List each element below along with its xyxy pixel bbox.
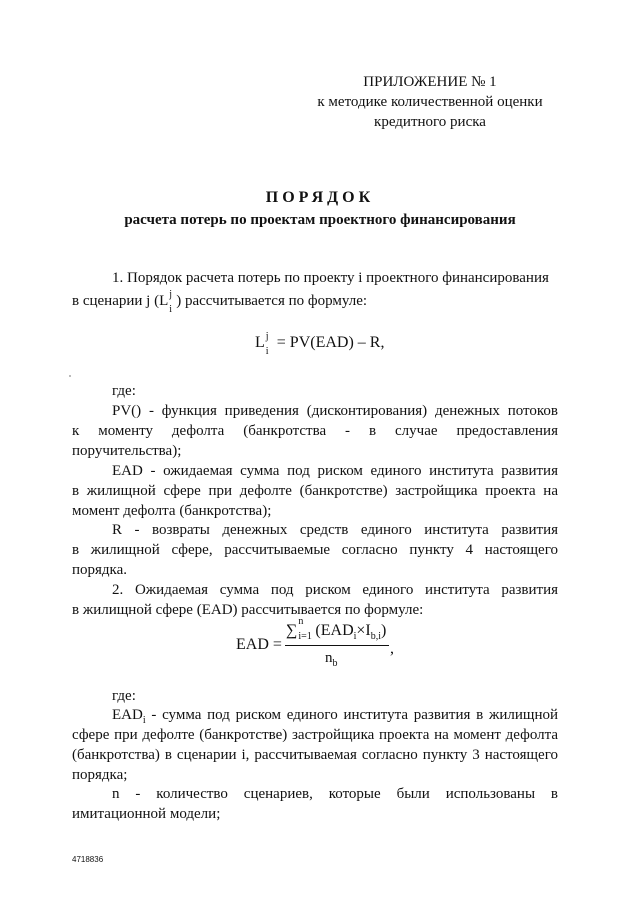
- where-label-1: где:: [112, 383, 136, 399]
- eadi-line4: порядка;: [72, 767, 128, 783]
- ead-line1: EAD - ожидаемая сумма под риском единого института развития: [112, 463, 558, 479]
- scan-mark: [69, 375, 71, 377]
- p1-line1: 1. Порядок расчета потерь по проекту i проектного финансирования: [112, 270, 549, 286]
- ead-line2: в жилищной сфере при дефолте (банкротстве) застройщика проекта на: [72, 483, 558, 499]
- ead-formula-lhs: EAD =: [236, 636, 282, 653]
- fraction-bar: [285, 645, 389, 646]
- appendix-reference-line2: кредитного риска: [374, 114, 486, 130]
- n-line1: n - количество сценариев, которые были использованы в: [112, 786, 558, 802]
- ead-formula-comma: ,: [390, 640, 394, 657]
- ead-line3: момент дефолта (банкротства);: [72, 503, 272, 519]
- r-line2: в жилищной сфере, рассчитываемые согласно пункту 4 настоящего: [72, 542, 558, 558]
- eadi-line3: (банкротства) в сценарии i, рассчитываемая согласно пункту 3 настоящего: [72, 747, 558, 763]
- appendix-reference-line1: к методике количественной оценки: [317, 94, 543, 110]
- where-label-2: где:: [112, 688, 136, 704]
- appendix-number: ПРИЛОЖЕНИЕ № 1: [363, 74, 497, 90]
- appendix-header: [300, 72, 560, 132]
- loss-formula: L j i = PV(EAD) – R,: [255, 331, 385, 357]
- p2-line2: в жилищной сфере (EAD) рассчитывается по формуле:: [72, 602, 424, 618]
- eadi-line2: сфере при дефолте (банкротстве) застройщика проекта на момент дефолта: [72, 727, 558, 743]
- ead-formula-numerator: ∑ n i=1 $(EAD_i\times I_{b,i})$: [286, 616, 387, 642]
- p2-line1: 2. Ожидаемая сумма под риском единого института развития: [112, 582, 558, 598]
- pv-line1: PV() - функция приведения (дисконтирования) денежных потоков: [112, 403, 558, 419]
- n-line2: имитационной модели;: [72, 806, 221, 822]
- document-subtitle: расчета потерь по проектам проектного финансирования: [124, 212, 516, 228]
- eadi-line1: $EAD_i$ - сумма под риском единого института развития в жилищной: [112, 707, 558, 726]
- ead-formula-denominator: $n_b$: [325, 650, 338, 669]
- r-line3: порядка.: [72, 562, 128, 578]
- document-title: ПОРЯДОК: [265, 189, 375, 206]
- pv-line3: поручительства);: [72, 443, 182, 459]
- pv-line2: к моменту дефолта (банкротства - в случае предоставления: [72, 423, 558, 439]
- p1-line2: в сценарии j (L j i ) рассчитывается по формуле:: [72, 289, 368, 315]
- document-id-footer: 4718836: [72, 855, 104, 864]
- r-line1: R - возвраты денежных средств единого института развития: [112, 522, 558, 538]
